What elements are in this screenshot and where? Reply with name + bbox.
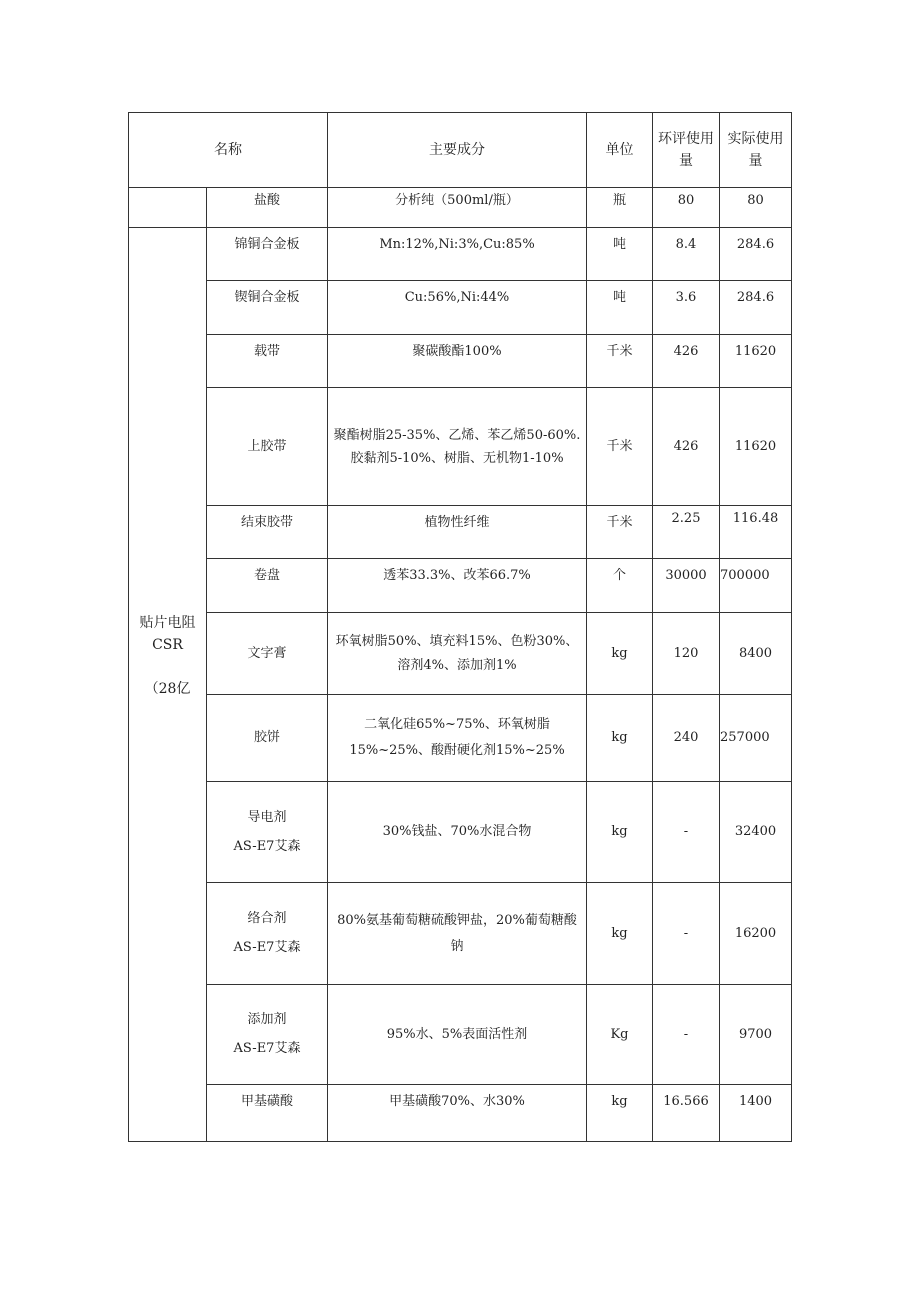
header-eia-line-1: 环评使用 (658, 131, 714, 147)
material-eia-usage: 426 (653, 388, 720, 506)
material-unit: 吨 (587, 281, 653, 335)
material-eia-usage: 3.6 (653, 281, 720, 335)
table-row (129, 782, 792, 883)
material-name: 结束胶带 (207, 506, 328, 559)
material-eia-usage: 120 (653, 613, 720, 695)
category-line-3: （28亿 (144, 681, 191, 697)
table-row (129, 228, 792, 281)
material-composition: Mn:12%,Ni:3%,Cu:85% (328, 228, 587, 281)
category-cell-empty (129, 188, 207, 228)
table-row (129, 613, 792, 695)
material-unit: 千米 (587, 506, 653, 559)
header-eia-line-2: 量 (679, 153, 693, 169)
category-line-2: CSR (152, 637, 183, 653)
material-actual-usage: 284.6 (720, 228, 792, 281)
header-composition: 主要成分 (328, 113, 587, 188)
table-row (129, 695, 792, 782)
material-actual-usage: 11620 (720, 388, 792, 506)
material-actual-usage: 32400 (720, 782, 792, 883)
material-composition: 聚酯树脂25-35%、乙烯、苯乙烯50-60%.胶黏剂5-10%、树脂、无机物1-10% (328, 388, 587, 506)
material-composition: 聚碳酸酯100% (328, 335, 587, 388)
material-actual-usage: 1400 (720, 1085, 792, 1142)
material-composition: Cu:56%,Ni:44% (328, 281, 587, 335)
material-eia-usage: 240 (653, 695, 720, 782)
material-eia-usage: 80 (653, 188, 720, 228)
material-name-line-1: 添加剂 (247, 1012, 287, 1027)
header-actual-line-2: 量 (748, 153, 763, 169)
material-unit: 千米 (587, 335, 653, 388)
table-row (129, 1085, 792, 1142)
material-unit: 千米 (587, 388, 653, 506)
materials-table (128, 112, 792, 1142)
material-name: 胶饼 (207, 695, 328, 782)
material-name-line-2: AS-E7艾森 (233, 1041, 301, 1056)
material-eia-usage: 8.4 (653, 228, 720, 281)
material-name (207, 883, 328, 985)
material-eia-usage: 426 (653, 335, 720, 388)
category-line-1: 贴片电阻 (139, 615, 196, 631)
document-page (128, 112, 791, 1142)
material-composition: 甲基磺酸70%、水30% (328, 1085, 587, 1142)
material-unit: kg (587, 883, 653, 985)
material-actual-usage: 80 (720, 188, 792, 228)
header-unit: 单位 (587, 113, 653, 188)
material-composition: 80%氨基葡萄糖硫酸钾盐，20%葡萄糖酸钠 (328, 883, 587, 985)
material-name (207, 782, 328, 883)
material-composition: 透苯33.3%、改苯66.7% (328, 559, 587, 613)
category-cell (129, 228, 207, 1142)
table-row (129, 281, 792, 335)
material-composition: 环氧树脂50%、填充料15%、色粉30%、溶剂4%、添加剂1% (328, 613, 587, 695)
table-row (129, 335, 792, 388)
material-actual-usage: 9700 (720, 985, 792, 1085)
material-actual-usage: 257000 (720, 695, 792, 782)
material-actual-usage: 700000 (720, 559, 792, 613)
material-eia-usage: - (653, 883, 720, 985)
material-actual-usage: 11620 (720, 335, 792, 388)
table-row (129, 985, 792, 1085)
material-unit: 瓶 (587, 188, 653, 228)
material-composition: 30%钱盐、70%水混合物 (328, 782, 587, 883)
material-name: 卷盘 (207, 559, 328, 613)
material-eia-usage: - (653, 985, 720, 1085)
material-name: 甲基磺酸 (207, 1085, 328, 1142)
material-name-line-2: AS-E7艾森 (233, 940, 301, 955)
material-unit: 个 (587, 559, 653, 613)
material-actual-usage: 116.48 (720, 506, 792, 559)
material-name: 锲铜合金板 (207, 281, 328, 335)
material-unit: kg (587, 613, 653, 695)
material-eia-usage: - (653, 782, 720, 883)
material-name: 上胶带 (207, 388, 328, 506)
material-name: 载带 (207, 335, 328, 388)
material-name-line-1: 导电剂 (247, 809, 287, 825)
material-eia-usage: 30000 (653, 559, 720, 613)
table-row (129, 883, 792, 985)
material-name: 文字膏 (207, 613, 328, 695)
material-actual-usage: 8400 (720, 613, 792, 695)
header-actual-usage (720, 113, 792, 188)
material-composition: 分析纯（500ml/瓶） (328, 188, 587, 228)
material-name-line-1: 络合剂 (247, 911, 287, 926)
material-unit: kg (587, 695, 653, 782)
table-row (129, 559, 792, 613)
material-composition: 植物性纤维 (328, 506, 587, 559)
material-composition: 95%水、5%表面活性剂 (328, 985, 587, 1085)
header-eia-usage (653, 113, 720, 188)
material-name (207, 985, 328, 1085)
material-unit: kg (587, 1085, 653, 1142)
table-row (129, 506, 792, 559)
material-unit: Kg (587, 985, 653, 1085)
material-unit: 吨 (587, 228, 653, 281)
material-actual-usage: 16200 (720, 883, 792, 985)
header-actual-line-1: 实际使用 (727, 131, 784, 147)
material-name-line-2: AS-E7艾森 (233, 838, 301, 854)
material-name: 盐酸 (207, 188, 328, 228)
material-name: 锦铜合金板 (207, 228, 328, 281)
material-actual-usage: 284.6 (720, 281, 792, 335)
header-row (129, 113, 792, 188)
table-row (129, 388, 792, 506)
header-name: 名称 (129, 113, 328, 188)
material-unit: kg (587, 782, 653, 883)
table-row (129, 188, 792, 228)
material-eia-usage: 2.25 (653, 506, 720, 559)
material-composition: 二氧化硅65%~75%、环氧树脂15%~25%、酸酎硬化剂15%~25% (328, 695, 587, 782)
material-eia-usage: 16.566 (653, 1085, 720, 1142)
